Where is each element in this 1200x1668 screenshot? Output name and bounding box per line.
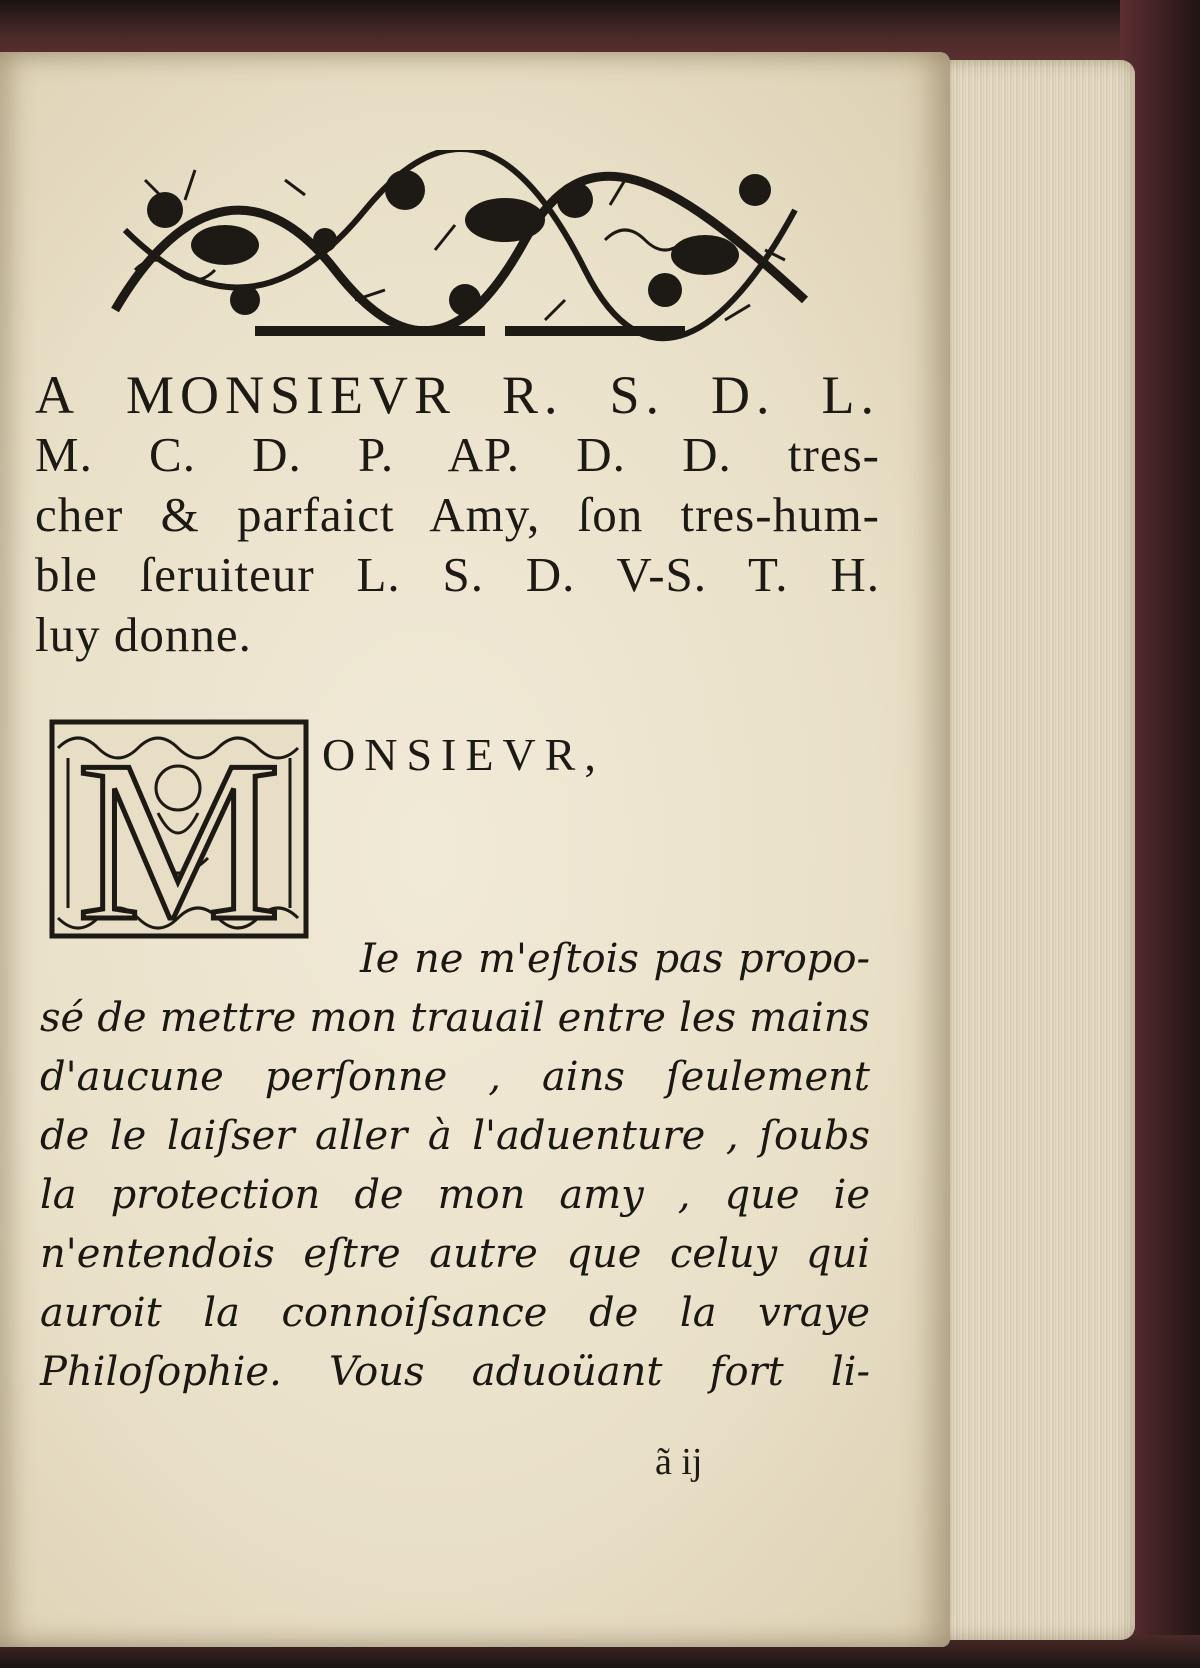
body-line: d'aucune perſonne , ains ſeulement [40,1054,870,1100]
body-line: de le laiſser aller à l'aduenture , ſoubs [40,1113,870,1159]
body-line: n'entendois eſtre autre que celuy qui [40,1231,870,1277]
heading-line-1: A MONSIEVR R. S. D. L. [35,365,880,425]
body-line: auroit la connoiſsance de la vraye [40,1290,870,1336]
decorated-initial-m [48,718,310,940]
heading-line-4: ble ſeruiteur L. S. D. V-S. T. H. [35,547,880,602]
body-text [40,930,870,1402]
body-line: Ie ne m'eſtois pas propo- [360,936,870,982]
floral-headpiece-ornament [105,150,815,345]
body-line: sé de mettre mon trauail entre les mains [40,995,870,1041]
heading-line-5: luy donne. [35,607,252,662]
salutation: ONSIEVR, [322,729,605,780]
body-line: Philoſophie. Vous aduoüant fort li- [40,1349,870,1395]
svg-text:M: M [76,718,282,940]
heading-line-3: cher & parfaict Amy, ſon tres-hum- [35,487,880,542]
body-line: la protection de mon amy , que ie [40,1172,870,1218]
heading-line-2: M. C. D. P. AP. D. D. tres- [35,427,880,482]
signature-mark: ã ij [655,1441,703,1483]
book-cover-top [0,0,1200,60]
page-edges [940,60,1135,1640]
dedication-heading [35,365,880,665]
